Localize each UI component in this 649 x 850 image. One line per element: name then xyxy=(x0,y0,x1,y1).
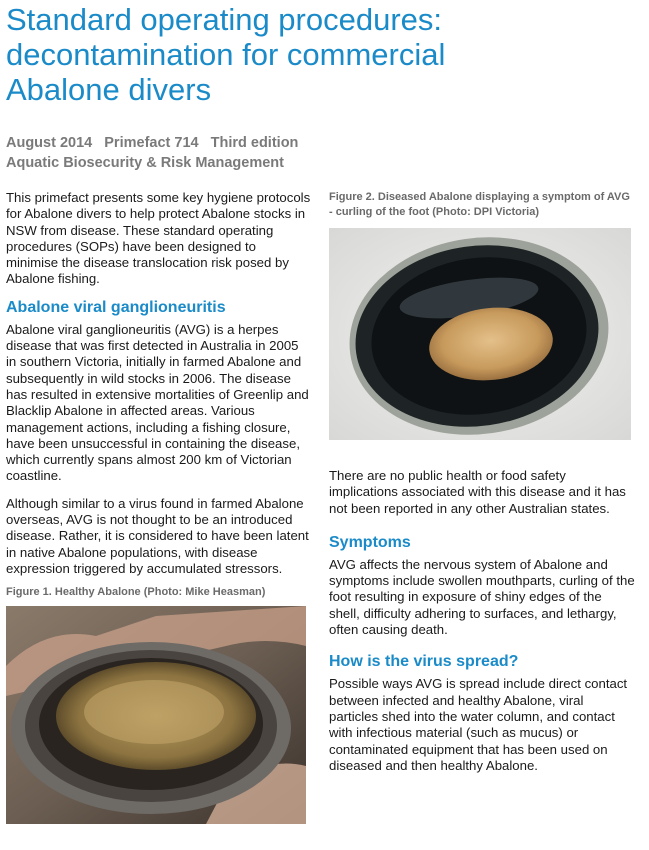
figure-1-caption: Figure 1. Healthy Abalone (Photo: Mike Heasman) xyxy=(6,586,266,599)
title-line: Standard operating procedures: xyxy=(6,2,443,37)
heading-symptoms: Symptoms xyxy=(329,533,411,551)
document-title xyxy=(6,2,636,107)
right-column xyxy=(329,190,635,785)
left-column xyxy=(6,190,311,824)
title-line: Abalone divers xyxy=(6,72,212,107)
health-paragraph: There are no public health or food safety implications associated with this disease and it has not been reported in any other Australian states. xyxy=(329,468,626,516)
heading-avg: Abalone viral ganglioneuritis xyxy=(6,298,226,316)
intro-paragraph: This primefact presents some key hygiene protocols for Abalone divers to help protect Abalone stocks in NSW from disease. These standard operating procedures (SOPs) have been designed to minimise the disease translocation risk posed by Abalone fishing. xyxy=(6,190,311,287)
heading-spread: How is the virus spread? xyxy=(329,653,519,671)
spread-paragraph: Possible ways AVG is spread include direct contact between infected and healthy Abalone, viral particles shed into the water column, and contact with infectious material (such as mucus) or contaminated equipment that has been used on diseased and then healthy Abalone. xyxy=(329,676,628,773)
avg-paragraph-2: Although similar to a virus found in farmed Abalone overseas, AVG is not thought to be an introduced disease. Rather, it is considered to have been latent in native Abalone populations, with disease expression triggered by accumulated stressors. xyxy=(6,495,309,576)
figure-2-photo xyxy=(329,228,631,440)
figure-2-caption: Figure 2. Diseased Abalone displaying a symptom of AVG - curling of the foot (Photo: DPI Victoria) xyxy=(329,191,630,218)
meta-edition: Third edition xyxy=(210,135,299,151)
title-line: decontamination for commercial xyxy=(6,37,446,72)
meta-date: August 2014 xyxy=(6,135,93,151)
meta-unit: Aquatic Biosecurity & Risk Management xyxy=(6,155,284,171)
symptoms-paragraph: AVG affects the nervous system of Abalone and symptoms include swollen mouthparts, curling of the foot resulting in exposure of shiny edges of the shell, difficulty adhering to surfaces, and lethargy, often causing death. xyxy=(329,556,635,638)
avg-paragraph-1: Abalone viral ganglioneuritis (AVG) is a herpes disease that was first detected in Australia in 2005 in southern Victoria, initially in farmed Abalone and subsequently in wild stocks in 2006. The disease has resulted in extensive mortalities of Greenlip and Blacklip Abalone in affected areas. Various management actions, including a fishing closure, have been unsuccessful in containing the disease, which currently spans almost 200 km of Victorian coastline. xyxy=(6,321,309,484)
document-meta xyxy=(6,133,306,173)
diseased-abalone-image xyxy=(329,228,631,440)
meta-primefact: Primefact 714 xyxy=(104,135,199,151)
healthy-abalone-image xyxy=(6,606,306,824)
figure-1-photo xyxy=(6,606,306,824)
